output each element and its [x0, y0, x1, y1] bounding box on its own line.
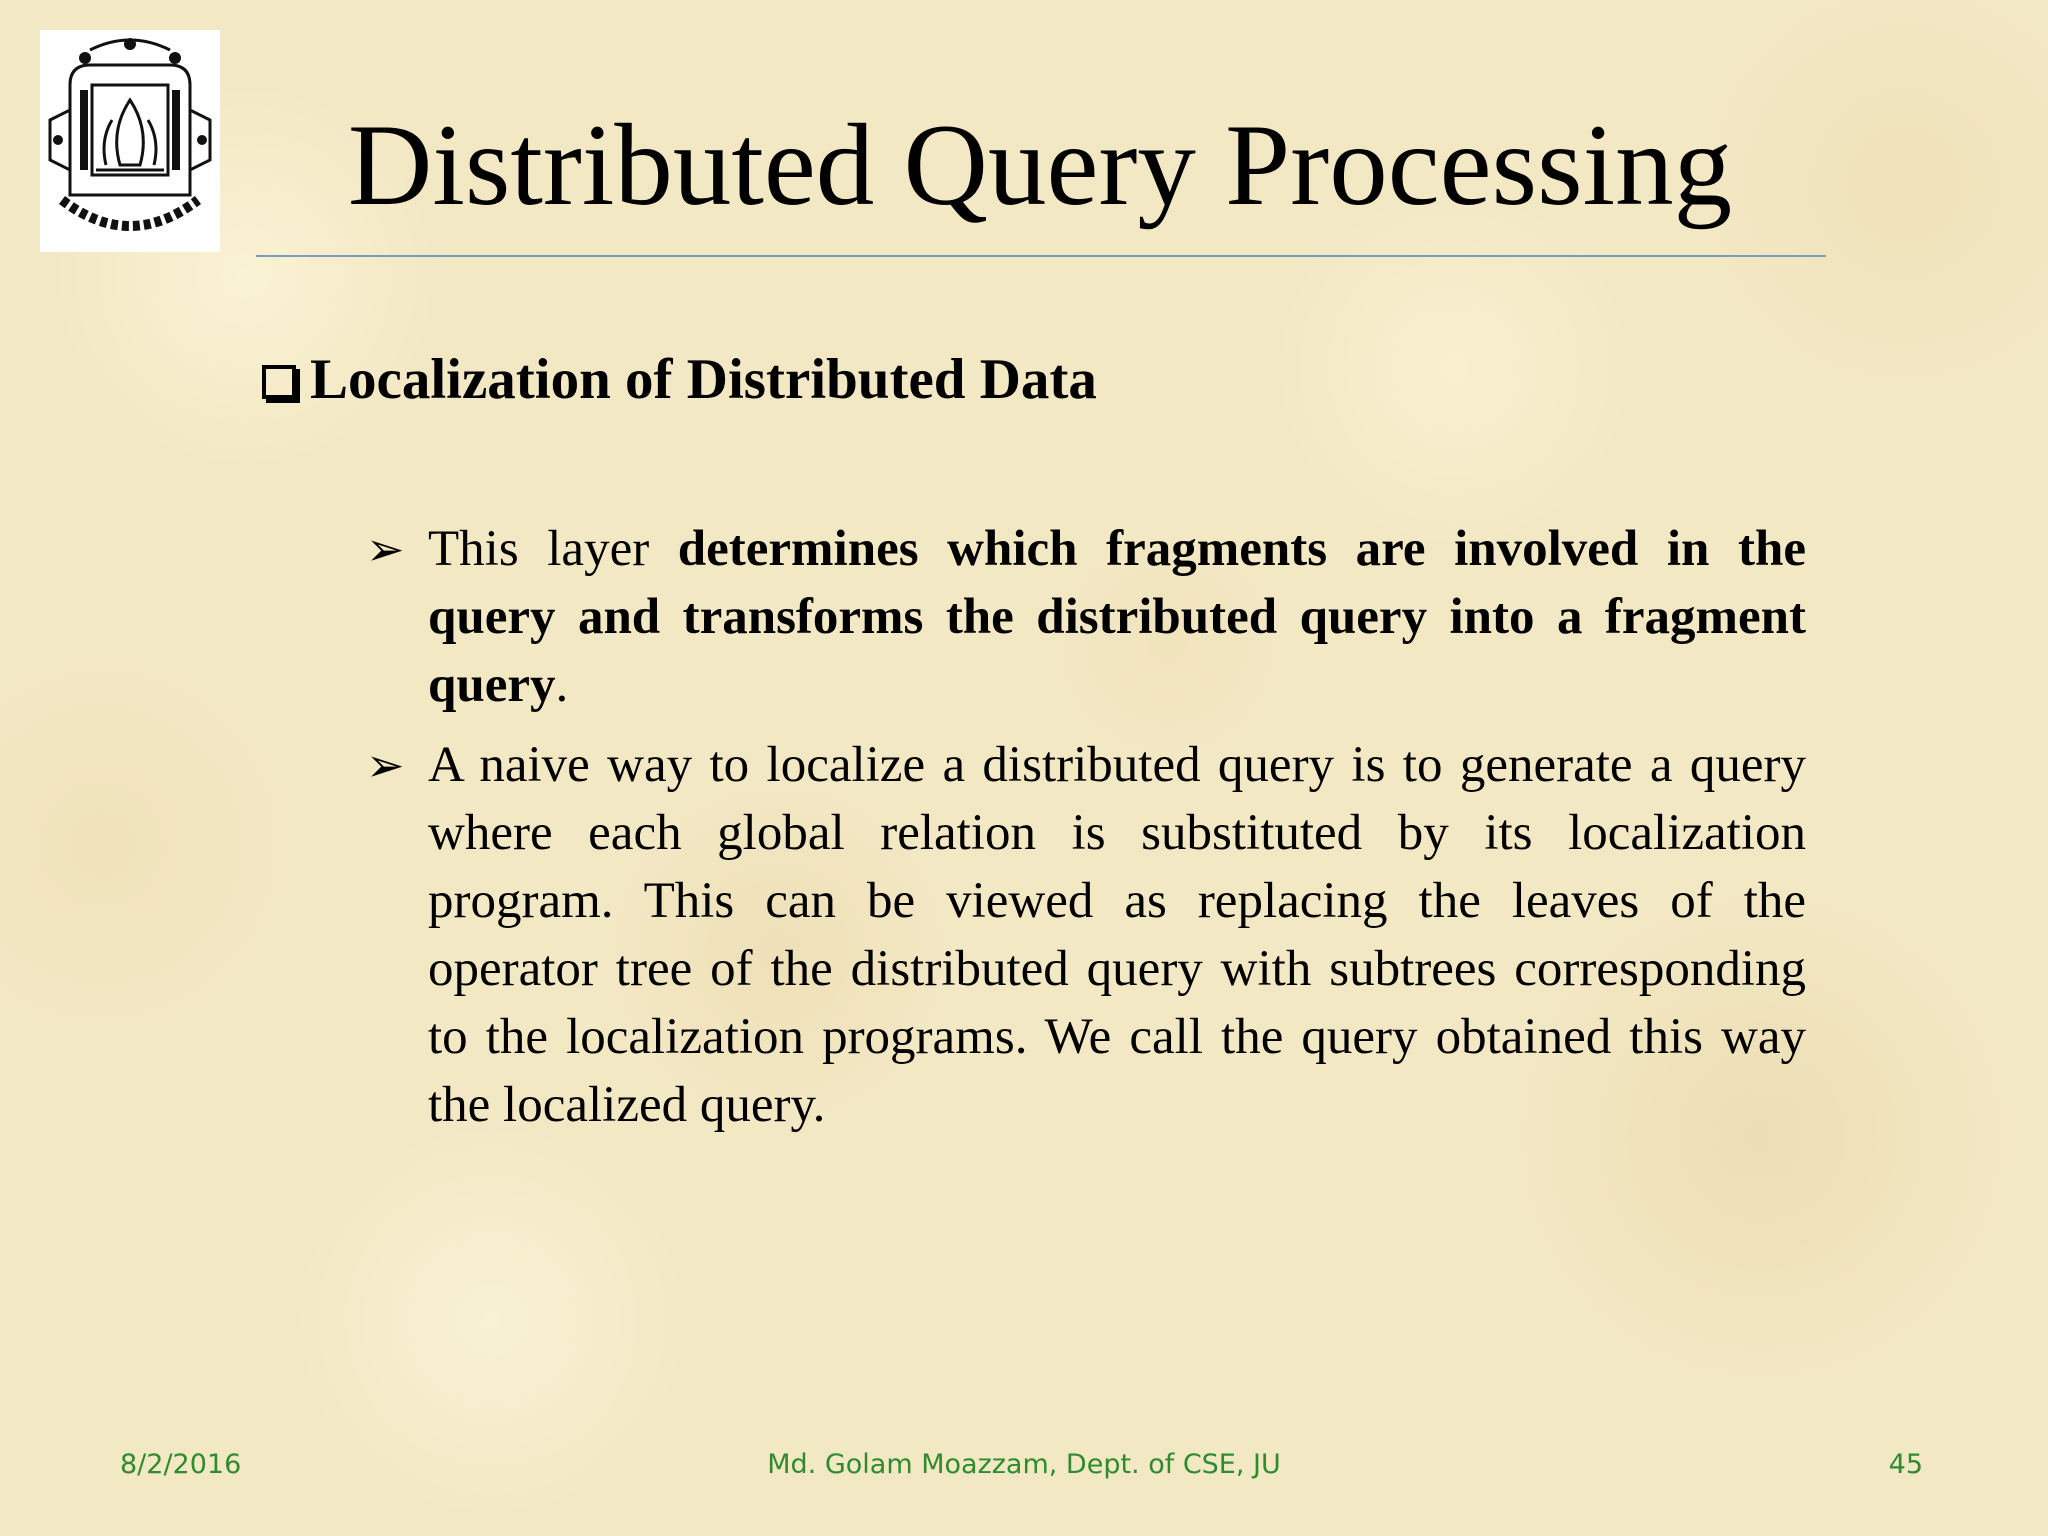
bullet-item — [366, 731, 1806, 1139]
footer-date: 8/2/2016 — [120, 1449, 242, 1480]
checkbox-bullet-icon — [262, 365, 296, 399]
bullet-text-bold: determines which fragments are involved in the query and transforms the distributed query into a fragment query — [428, 521, 1806, 713]
section-heading-text: Localization of Distributed Data — [310, 348, 1097, 411]
bullet-text-end: . — [555, 657, 569, 713]
bullet-text — [428, 515, 1806, 719]
arrow-bullet-icon: ➢ — [366, 738, 405, 792]
footer-author: Md. Golam Moazzam, Dept. of CSE, JU — [767, 1449, 1281, 1480]
slide-title: Distributed Query Processing — [347, 101, 1733, 230]
university-logo — [40, 30, 220, 252]
university-seal-icon — [40, 30, 220, 252]
arrow-bullet-icon: ➢ — [366, 522, 405, 576]
footer-page-number: 45 — [1888, 1449, 1923, 1480]
bullet-item — [366, 515, 1806, 719]
section-heading — [262, 345, 1097, 415]
bullet-list — [366, 515, 1806, 1151]
bullet-text-normal: This layer — [428, 521, 678, 577]
bullet-text: A naive way to localize a distributed query is to generate a query where each global relation is substituted by its localization program. This can be viewed as replacing the leaves of the operator tree of the distributed query with subtrees corresponding to the localization programs. We call the query obtained this way the localized query. — [428, 737, 1806, 1133]
title-divider — [256, 255, 1826, 257]
